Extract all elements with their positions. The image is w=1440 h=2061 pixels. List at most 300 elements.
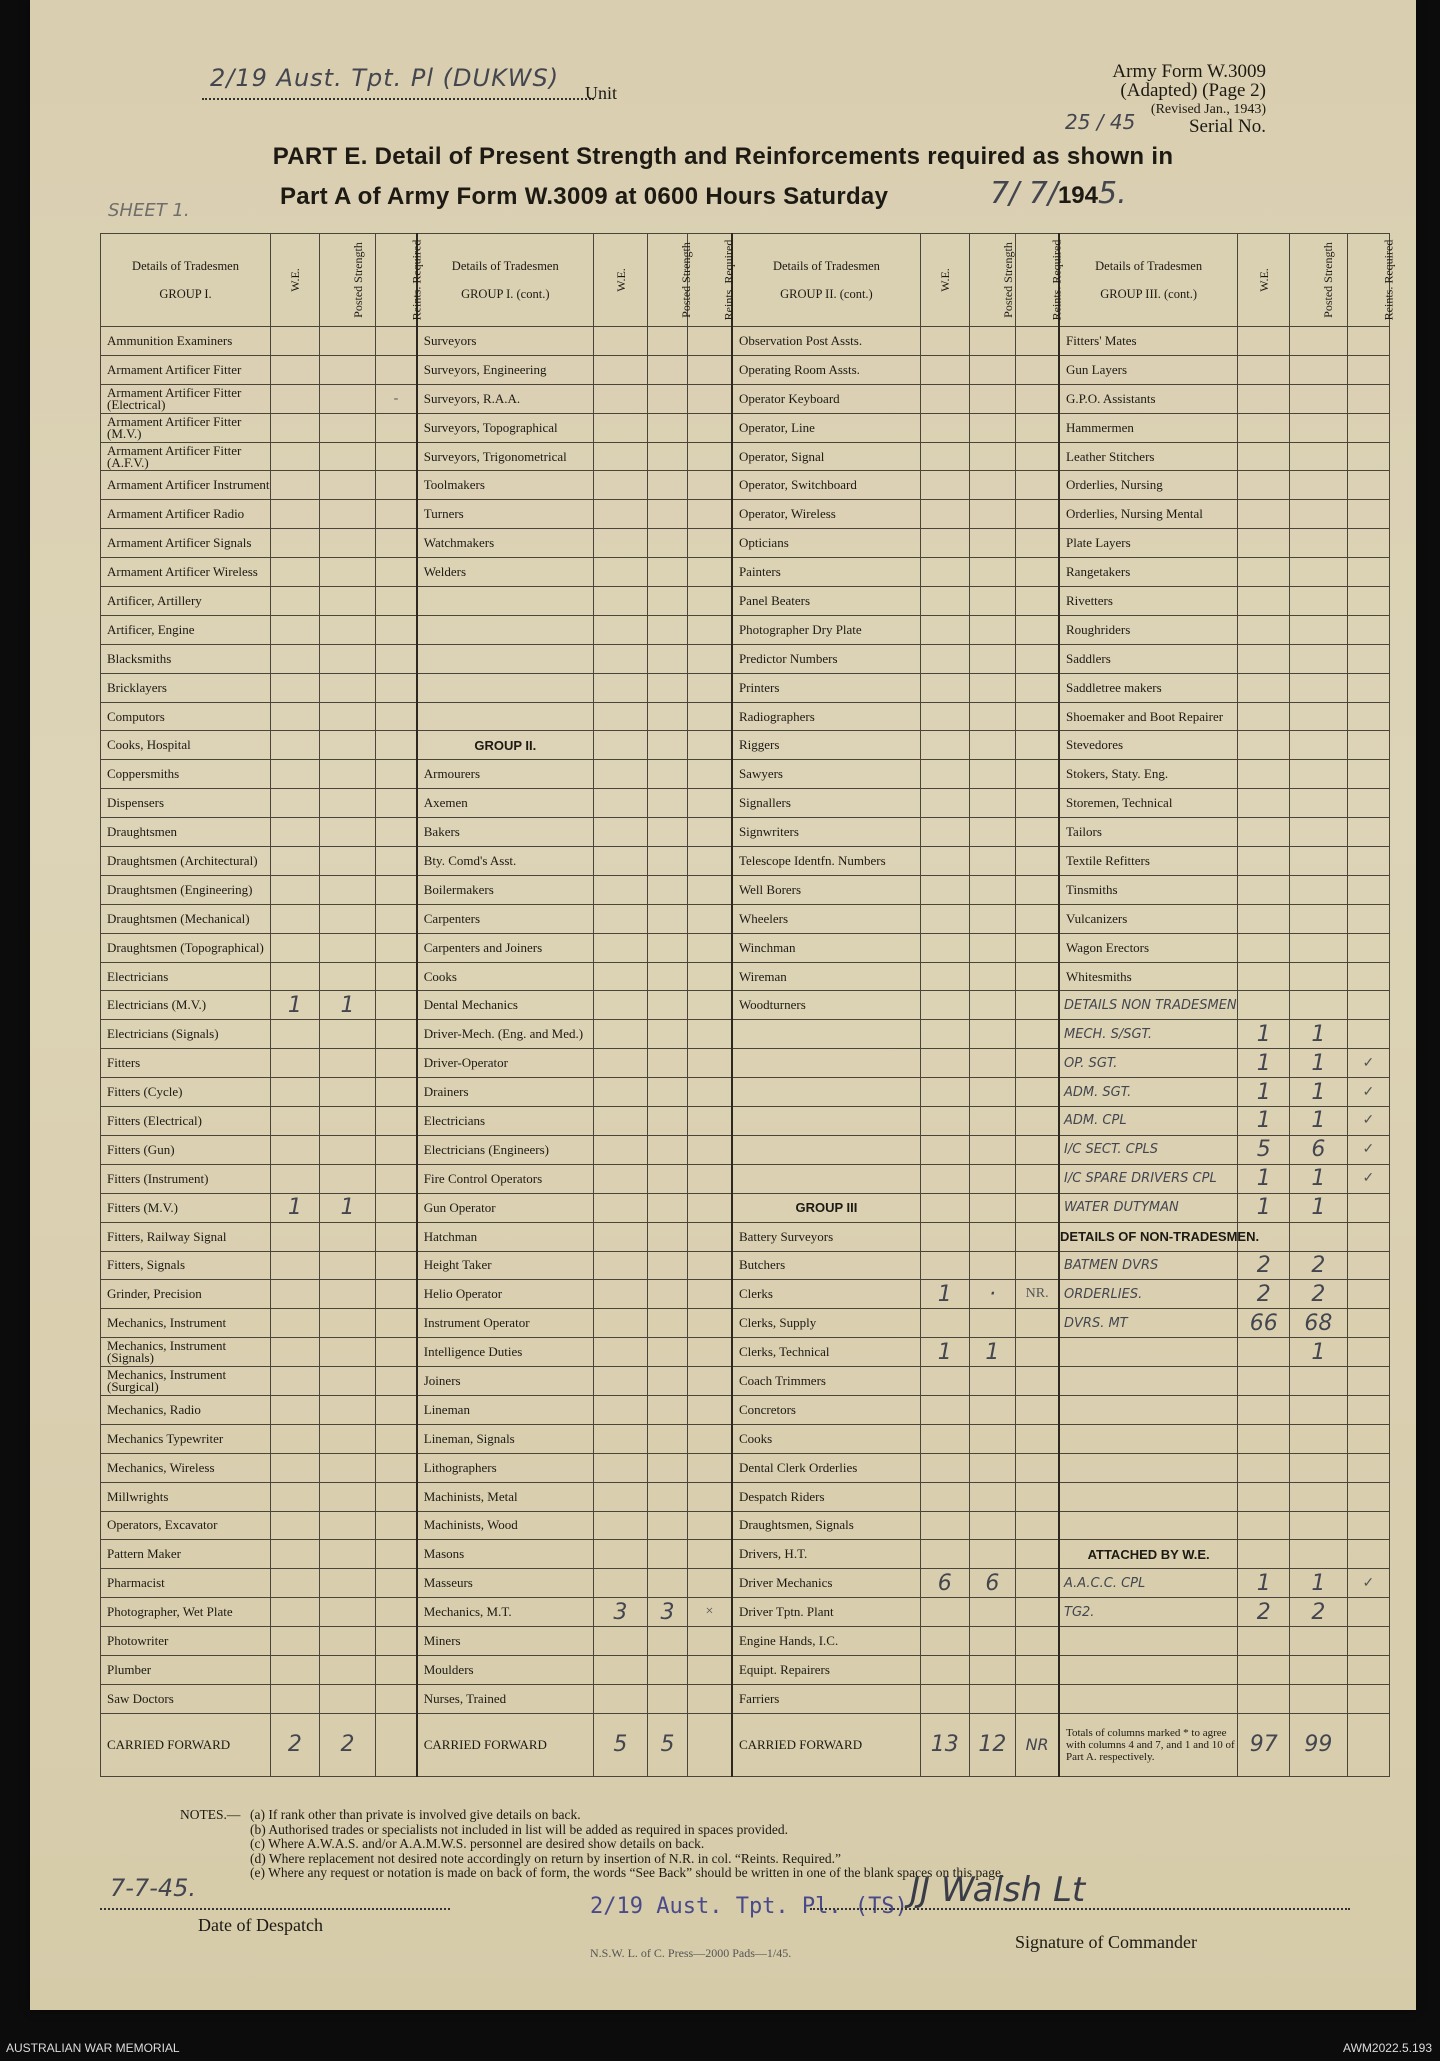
we-cell	[271, 1135, 320, 1164]
trade-name: Mechanics, Instrument (Surgical)	[101, 1367, 271, 1396]
form-title-line-1: PART E. Detail of Present Strength and Reinforcements required as shown in	[272, 143, 1174, 170]
we-cell	[920, 1482, 969, 1511]
trade-name: Lineman	[417, 1395, 594, 1424]
posted-cell	[647, 1222, 687, 1251]
we-cell	[593, 327, 647, 356]
trade-name: Draughtsmen	[101, 818, 271, 847]
handwritten-entry: ADM. CPL	[1059, 1107, 1238, 1136]
reints-cell	[688, 1164, 732, 1193]
trade-name: Machinists, Wood	[417, 1511, 594, 1540]
trade-name	[1059, 1453, 1238, 1482]
header-reints: Reints. Required	[376, 234, 417, 327]
posted-cell	[1290, 529, 1347, 558]
we-cell	[1238, 644, 1290, 673]
reints-cell	[688, 875, 732, 904]
we-cell	[593, 615, 647, 644]
posted-cell	[319, 1309, 375, 1338]
we-cell	[920, 1193, 969, 1222]
posted-cell	[647, 615, 687, 644]
trade-name: Moulders	[417, 1655, 594, 1684]
trade-name: Armament Artificer Fitter	[101, 355, 271, 384]
we-cell	[1238, 789, 1290, 818]
we-cell	[593, 904, 647, 933]
trade-name: Clerks, Supply	[732, 1309, 920, 1338]
we-cell	[271, 673, 320, 702]
trade-name: Helio Operator	[417, 1280, 594, 1309]
we-cell	[920, 673, 969, 702]
posted-cell	[969, 673, 1016, 702]
cf-g1-we: 2	[271, 1713, 320, 1776]
reints-cell	[688, 1424, 732, 1453]
reints-cell	[376, 875, 417, 904]
trade-name: Winchman	[732, 933, 920, 962]
we-cell	[593, 558, 647, 587]
group-heading: ATTACHED BY W.E.	[1059, 1540, 1238, 1569]
reints-cell	[1016, 702, 1059, 731]
reints-cell	[1347, 587, 1389, 616]
posted-cell	[969, 1540, 1016, 1569]
we-cell	[1238, 1655, 1290, 1684]
reints-cell	[376, 847, 417, 876]
we-cell	[271, 1222, 320, 1251]
we-cell	[1238, 933, 1290, 962]
we-cell	[920, 442, 969, 471]
reints-cell	[1347, 731, 1389, 760]
posted-cell: 1	[1290, 1338, 1347, 1367]
trade-name: Plate Layers	[1059, 529, 1238, 558]
we-cell: 1	[1238, 1049, 1290, 1078]
we-cell: 1	[271, 1193, 320, 1222]
serial-label: Serial No.	[1188, 116, 1266, 137]
we-cell	[920, 1424, 969, 1453]
reints-cell	[1016, 1020, 1059, 1049]
trade-name: Cooks	[417, 962, 594, 991]
reints-cell	[1347, 1251, 1389, 1280]
posted-cell	[1290, 442, 1347, 471]
trade-name: Joiners	[417, 1367, 594, 1396]
trade-name: Mechanics Typewriter	[101, 1424, 271, 1453]
handwritten-entry: WATER DUTYMAN	[1059, 1193, 1238, 1222]
header-we: W.E.	[271, 234, 320, 327]
posted-cell	[647, 875, 687, 904]
we-cell	[920, 587, 969, 616]
reints-cell	[1347, 384, 1389, 413]
reints-cell	[1016, 1135, 1059, 1164]
posted-cell	[969, 1424, 1016, 1453]
reints-cell	[688, 1309, 732, 1338]
reints-cell	[376, 818, 417, 847]
posted-cell	[319, 1684, 375, 1713]
cf-g1c-reints	[688, 1713, 732, 1776]
posted-cell	[969, 702, 1016, 731]
posted-cell	[319, 1540, 375, 1569]
posted-cell	[319, 904, 375, 933]
table-row	[101, 1338, 1390, 1367]
table-row	[101, 1395, 1390, 1424]
table-row	[101, 1222, 1390, 1251]
reints-cell	[376, 1367, 417, 1396]
posted-cell	[647, 1309, 687, 1338]
reints-cell	[1016, 500, 1059, 529]
trade-name: Electricians (Signals)	[101, 1020, 271, 1049]
we-cell	[920, 760, 969, 789]
strength-table	[100, 233, 1395, 1777]
we-cell	[271, 1309, 320, 1338]
we-cell	[271, 529, 320, 558]
table-row	[101, 1107, 1390, 1136]
year-suffix: 5.	[1097, 176, 1127, 211]
table-row	[101, 529, 1390, 558]
trade-name: Photographer, Wet Plate	[101, 1598, 271, 1627]
reints-cell	[376, 500, 417, 529]
we-cell	[920, 1309, 969, 1338]
we-cell	[271, 1395, 320, 1424]
table-row	[101, 904, 1390, 933]
trade-name: Watchmakers	[417, 529, 594, 558]
posted-cell	[1290, 413, 1347, 442]
reints-cell	[1347, 847, 1389, 876]
posted-cell	[969, 904, 1016, 933]
trade-name	[732, 1049, 920, 1078]
we-cell	[920, 1540, 969, 1569]
table-row	[101, 1569, 1390, 1598]
we-cell	[1238, 731, 1290, 760]
reints-cell: ✓	[1347, 1135, 1389, 1164]
trade-name: Electricians (Engineers)	[417, 1135, 594, 1164]
we-cell	[920, 529, 969, 558]
trade-name: Coach Trimmers	[732, 1367, 920, 1396]
reints-cell	[688, 327, 732, 356]
reints-cell	[1347, 1280, 1389, 1309]
reints-cell	[376, 471, 417, 500]
trade-name: Despatch Riders	[732, 1482, 920, 1511]
we-cell: 1	[920, 1280, 969, 1309]
carried-forward-label: CARRIED FORWARD	[732, 1713, 920, 1776]
serial-value: 25 / 45	[1065, 110, 1136, 134]
trade-name: Boilermakers	[417, 875, 594, 904]
we-cell	[593, 442, 647, 471]
posted-cell	[1290, 1655, 1347, 1684]
reints-cell	[1016, 1627, 1059, 1656]
trade-name: Clerks, Technical	[732, 1338, 920, 1367]
trade-name: Height Taker	[417, 1251, 594, 1280]
posted-cell	[1290, 384, 1347, 413]
trade-name	[1059, 1511, 1238, 1540]
posted-cell	[319, 615, 375, 644]
table-row	[101, 1309, 1390, 1338]
cf-g2-reints: NR	[1016, 1713, 1059, 1776]
table-row	[101, 558, 1390, 587]
reints-cell	[688, 471, 732, 500]
trade-name: Operator Keyboard	[732, 384, 920, 413]
group-heading: GROUP II.	[417, 731, 594, 760]
we-cell	[1238, 818, 1290, 847]
reints-cell	[376, 1395, 417, 1424]
we-cell: 1	[1238, 1020, 1290, 1049]
we-cell	[920, 818, 969, 847]
posted-cell	[969, 1511, 1016, 1540]
we-cell: 6	[920, 1569, 969, 1598]
table-row	[101, 1164, 1390, 1193]
table-row	[101, 731, 1390, 760]
we-cell	[271, 731, 320, 760]
posted-cell	[1290, 818, 1347, 847]
reints-cell	[376, 1049, 417, 1078]
we-cell	[271, 933, 320, 962]
posted-cell	[319, 1569, 375, 1598]
reints-cell: ✓	[1347, 1107, 1389, 1136]
posted-cell: 1	[1290, 1107, 1347, 1136]
trade-name: Saddletree makers	[1059, 673, 1238, 702]
we-cell: 1	[271, 991, 320, 1020]
trade-name: Turners	[417, 500, 594, 529]
trade-name: Mechanics, Instrument (Signals)	[101, 1338, 271, 1367]
we-cell	[271, 789, 320, 818]
posted-cell	[647, 933, 687, 962]
trade-name: Surveyors, R.A.A.	[417, 384, 594, 413]
header-we: W.E.	[593, 234, 647, 327]
table-row	[101, 1598, 1390, 1627]
trade-name: Lithographers	[417, 1453, 594, 1482]
reints-cell	[1347, 558, 1389, 587]
trade-name: Welders	[417, 558, 594, 587]
note-a: (a) If rank other than private is involved give details on back.	[250, 1807, 581, 1822]
we-cell	[1238, 875, 1290, 904]
we-cell	[593, 1684, 647, 1713]
reints-cell	[1347, 1020, 1389, 1049]
trade-name	[1059, 1684, 1238, 1713]
reints-cell	[688, 558, 732, 587]
trade-name: Painters	[732, 558, 920, 587]
reints-cell	[376, 933, 417, 962]
we-cell	[593, 1049, 647, 1078]
trade-name: Sawyers	[732, 760, 920, 789]
trade-name: Whitesmiths	[1059, 962, 1238, 991]
we-cell: 1	[1238, 1107, 1290, 1136]
we-cell	[271, 904, 320, 933]
we-cell	[593, 1280, 647, 1309]
we-cell	[593, 760, 647, 789]
reints-cell	[376, 1540, 417, 1569]
we-cell	[271, 500, 320, 529]
we-cell	[920, 1511, 969, 1540]
posted-cell	[319, 818, 375, 847]
we-cell	[593, 847, 647, 876]
we-cell	[920, 933, 969, 962]
reints-cell	[1016, 615, 1059, 644]
table-row	[101, 991, 1390, 1020]
we-cell	[1238, 991, 1290, 1020]
we-cell: 1	[1238, 1164, 1290, 1193]
trade-name: Toolmakers	[417, 471, 594, 500]
trade-name: Signwriters	[732, 818, 920, 847]
group-heading: DETAILS OF NON-TRADESMEN.	[1059, 1222, 1238, 1251]
posted-cell	[969, 500, 1016, 529]
reints-cell	[1016, 471, 1059, 500]
posted-cell	[319, 1049, 375, 1078]
trade-name: Orderlies, Nursing Mental	[1059, 500, 1238, 529]
posted-cell	[969, 1251, 1016, 1280]
reints-cell: ×	[688, 1598, 732, 1627]
we-cell	[593, 702, 647, 731]
reints-cell	[688, 500, 732, 529]
posted-cell: ·	[969, 1280, 1016, 1309]
reints-cell	[376, 991, 417, 1020]
reints-cell	[1347, 789, 1389, 818]
posted-cell	[647, 1135, 687, 1164]
posted-cell	[1290, 471, 1347, 500]
we-cell	[271, 875, 320, 904]
form-sheet	[30, 0, 1416, 2010]
reints-cell	[376, 904, 417, 933]
posted-cell	[319, 1251, 375, 1280]
posted-cell	[319, 1367, 375, 1396]
trade-name	[417, 587, 594, 616]
we-cell	[271, 818, 320, 847]
posted-cell: 6	[1290, 1135, 1347, 1164]
reints-cell	[688, 442, 732, 471]
trade-name: Artificer, Engine	[101, 615, 271, 644]
commander-signature: JJ Walsh Lt	[910, 1870, 1086, 1910]
trade-name	[417, 673, 594, 702]
we-cell	[593, 933, 647, 962]
table-row	[101, 1540, 1390, 1569]
trade-name: Signallers	[732, 789, 920, 818]
we-cell	[920, 1078, 969, 1107]
reints-cell	[1016, 1598, 1059, 1627]
reints-cell	[376, 1482, 417, 1511]
reints-cell	[1016, 644, 1059, 673]
unit-label: Unit	[585, 83, 618, 103]
trade-name: Wagon Erectors	[1059, 933, 1238, 962]
reints-cell	[1347, 355, 1389, 384]
posted-cell	[969, 384, 1016, 413]
we-cell	[593, 1164, 647, 1193]
reints-cell	[1347, 1367, 1389, 1396]
we-cell	[593, 789, 647, 818]
posted-cell	[647, 355, 687, 384]
reints-cell	[688, 1395, 732, 1424]
reints-cell	[1016, 731, 1059, 760]
posted-cell	[1290, 702, 1347, 731]
trade-name: Nurses, Trained	[417, 1684, 594, 1713]
trade-name: Mechanics, Wireless	[101, 1453, 271, 1482]
we-cell: 2	[1238, 1251, 1290, 1280]
trade-name: Leather Stitchers	[1059, 442, 1238, 471]
posted-cell	[319, 1280, 375, 1309]
trade-name: Farriers	[732, 1684, 920, 1713]
posted-cell: 1	[1290, 1078, 1347, 1107]
reints-cell	[1347, 1655, 1389, 1684]
posted-cell	[1290, 1395, 1347, 1424]
posted-cell	[647, 1424, 687, 1453]
posted-cell	[969, 933, 1016, 962]
reints-cell	[688, 789, 732, 818]
we-cell	[593, 1540, 647, 1569]
posted-cell	[319, 558, 375, 587]
posted-cell	[647, 1482, 687, 1511]
reints-cell	[688, 847, 732, 876]
header-reints: Reints. Required	[1016, 234, 1059, 327]
cf-g1-posted: 2	[319, 1713, 375, 1776]
we-cell	[593, 1453, 647, 1482]
trade-name	[1059, 1424, 1238, 1453]
posted-cell	[969, 991, 1016, 1020]
table-row	[101, 760, 1390, 789]
trade-name: Armament Artificer Fitter (Electrical)	[101, 384, 271, 413]
posted-cell	[969, 1193, 1016, 1222]
trade-name: Armament Artificer Radio	[101, 500, 271, 529]
table-row	[101, 1511, 1390, 1540]
reints-cell	[688, 933, 732, 962]
table-row	[101, 1655, 1390, 1684]
posted-cell	[969, 1453, 1016, 1482]
we-cell	[1238, 1684, 1290, 1713]
posted-cell: 68	[1290, 1309, 1347, 1338]
reints-cell	[376, 673, 417, 702]
press-imprint: N.S.W. L. of C. Press—2000 Pads—1/45.	[590, 1946, 792, 1960]
we-cell	[271, 702, 320, 731]
posted-cell	[969, 471, 1016, 500]
we-cell	[1238, 1424, 1290, 1453]
trade-name: Driver Tptn. Plant	[732, 1598, 920, 1627]
trade-name: Instrument Operator	[417, 1309, 594, 1338]
reints-cell	[376, 1511, 417, 1540]
posted-cell: 6	[969, 1569, 1016, 1598]
posted-cell	[647, 529, 687, 558]
we-cell	[271, 1424, 320, 1453]
year-prefix: 194	[1057, 182, 1098, 209]
trade-name: Dental Mechanics	[417, 991, 594, 1020]
posted-cell	[1290, 904, 1347, 933]
posted-cell	[647, 384, 687, 413]
we-cell	[920, 1627, 969, 1656]
we-cell	[271, 847, 320, 876]
reints-cell	[688, 384, 732, 413]
reints-cell	[688, 1684, 732, 1713]
cf-g2-posted: 12	[969, 1713, 1016, 1776]
reints-cell	[376, 1280, 417, 1309]
signature-label: Signature of Commander	[1015, 1932, 1197, 1952]
reints-cell	[376, 1424, 417, 1453]
reints-cell: ✓	[1347, 1049, 1389, 1078]
trade-name: Rivetters	[1059, 587, 1238, 616]
reints-cell	[376, 1569, 417, 1598]
trade-name: Lineman, Signals	[417, 1424, 594, 1453]
group-heading: GROUP III	[732, 1193, 920, 1222]
posted-cell	[647, 962, 687, 991]
posted-cell	[969, 731, 1016, 760]
header-reints: Reints. Required	[688, 234, 732, 327]
posted-cell: 1	[1290, 1164, 1347, 1193]
we-cell	[593, 1135, 647, 1164]
we-cell	[1238, 384, 1290, 413]
table-row	[101, 1049, 1390, 1078]
posted-cell	[319, 327, 375, 356]
trade-name: Dispensers	[101, 789, 271, 818]
reints-cell	[1016, 1107, 1059, 1136]
we-cell	[1238, 558, 1290, 587]
reints-cell	[1016, 1193, 1059, 1222]
unit-stamp: 2/19 Aust. Tpt. Pl. (TS)	[590, 1894, 908, 1919]
we-cell	[1238, 760, 1290, 789]
trade-name: Plumber	[101, 1655, 271, 1684]
table-row	[101, 1020, 1390, 1049]
posted-cell: 1	[1290, 1569, 1347, 1598]
reints-cell	[376, 1309, 417, 1338]
trade-name: Roughriders	[1059, 615, 1238, 644]
we-cell	[920, 731, 969, 760]
